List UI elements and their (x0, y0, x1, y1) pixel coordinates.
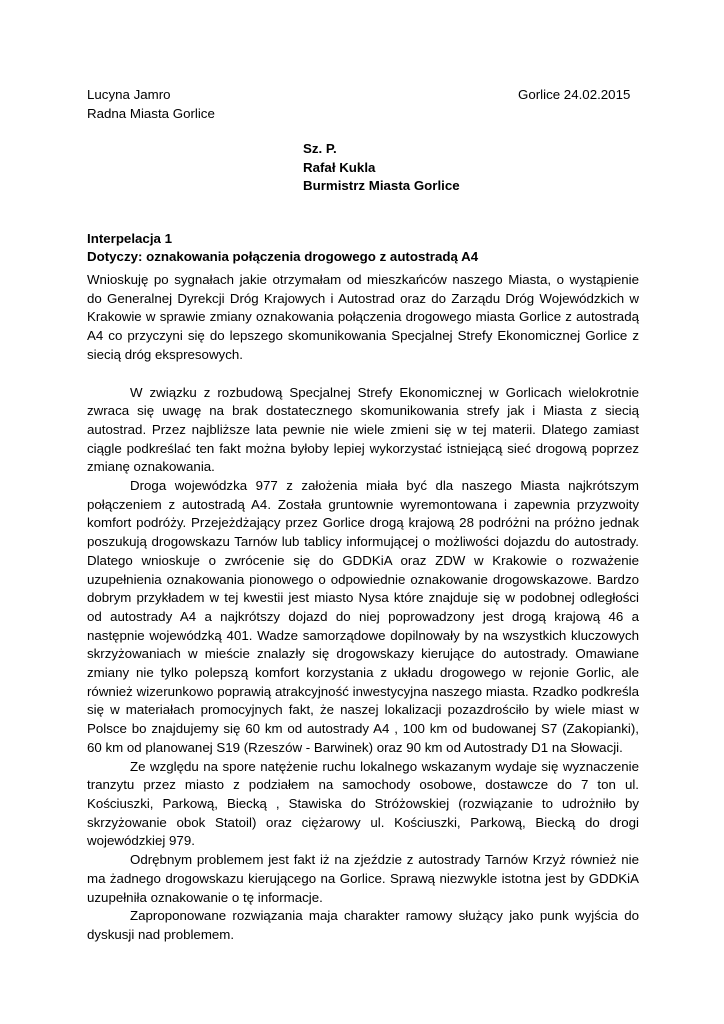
sender-role: Radna Miasta Gorlice (87, 106, 215, 121)
date-place: Gorlice 24.02.2015 (518, 87, 631, 102)
letter-body (87, 271, 639, 945)
subject-line: Dotyczy: oznakowania połączenia drogowego z autostradą A4 (87, 249, 479, 264)
paragraph-transit: Ze względu na spore natężenie ruchu lokalnego wskazanym wydaje się wyznaczenie tranzytu przez miasto z podziałem na samochody osobowe, dostawcze do 7 ton ul. Kościuszki, Parkową, Biecką , Stawiska do Stróżowskiej (rozwiązanie to udrożniło by skrzyżowanie obok Statoil) oraz ciężarowy ul. Kościuszki, Parkową, Biecką do drogi wojewódzkiej 979. (87, 758, 639, 849)
paragraph-context: W związku z rozbudową Specjalnej Strefy Ekonomicznej w Gorlicach wielokrotnie zwraca się uwagę na brak dostatecznego skomunikowania strefy jak i Miasta z siecią autostrad. Przez najbliższe lata pewnie nie wiele zmieni się w tej materii. Dlatego zamiast ciągle podkreślać ten fakt można byłoby lepiej wykorzystać istniejącą sieć drogową poprzez zmianę oznakowania. (87, 384, 639, 475)
recipient-name: Rafał Kukla (303, 160, 376, 175)
paragraph-conclusion: Zaproponowane rozwiązania maja charakter ramowy służący jako punk wyjścia do dyskusji nad problemem. (87, 908, 639, 942)
paragraph-request: Wnioskuję po sygnałach jakie otrzymałam od mieszkańców naszego Miasta, o wystąpienie do Generalnej Dyrekcji Dróg Krajowych i Autostrad oraz do Zarządu Dróg Wojewódzkich w Krakowie w sprawie zmiany oznakowania połączenia drogowego miasta Gorlice z autostradą A4 co przyczyni się do lepszego skomunikowania Specjalnej Strefy Ekonomicznej Gorlice z siecią dróg ekspresowych. (87, 272, 639, 362)
paragraph-tarnow-exit: Odrębnym problemem jest fakt iż na zjeździe z autostrady Tarnów Krzyż również nie ma żadnego drogowskazu kierującego na Gorlice. Sprawą niezwykle istotna jest by GDDKiA uzupełniła oznakowanie o tę informacje. (87, 852, 639, 905)
paragraph-road-977: Droga wojewódzka 977 z założenia miała być dla naszego Miasta najkrótszym połączeniem z autostradą A4. Została gruntownie wyremontowana i zapewnia przyzwoity komfort podróży. Przejeżdżający przez Gorlice drogą krajową 28 podróżni na próżno jednak poszukują drogowskazu Tarnów lub tablicy informującej o możliwości dojazdu do autostrady. Dlatego wnioskuje o zwrócenie się do GDDKiA oraz ZDW w Krakowie o rozważenie uzupełnienia oznakowania pionowego o odpowiednie oznakowanie drogowskazowe. Bardzo dobrym przykładem w tej kwestii jest miasto Nysa które znajduje się w podobnej odległości od autostrady A4 a najkrótszy dojazd do niej poprowadzony jest drogą krajową 46 a następnie wojewódzką 401. Wadze samorządowe dopilnowały by na wszystkich kluczowych skrzyżowaniach w mieście znalazły się drogowskazy kierujące do autostrady. Omawiane zmiany nie tylko polepszą komfort korzystania z układu drogowego w rejonie Gorlic, ale również wizerunkowo poprawią atrakcyjność inwestycyjna naszego miasta. Rzadko podkreśla się w materiałach promocyjnych fakt, że naszej lokalizacji pozazdrościło by wiele miast w Polsce bo znajdujemy się 60 km od autostrady A4 , 100 km od budowanej S7 (Zakopianki), 60 km od planowanej S19 (Rzeszów - Barwinek) oraz 90 km od Autostrady D1 na Słowacji. (87, 478, 639, 755)
interpellation-number: Interpelacja 1 (87, 231, 172, 246)
recipient-title: Burmistrz Miasta Gorlice (303, 178, 460, 193)
recipient-salutation: Sz. P. (303, 141, 337, 156)
sender-name: Lucyna Jamro (87, 87, 171, 102)
